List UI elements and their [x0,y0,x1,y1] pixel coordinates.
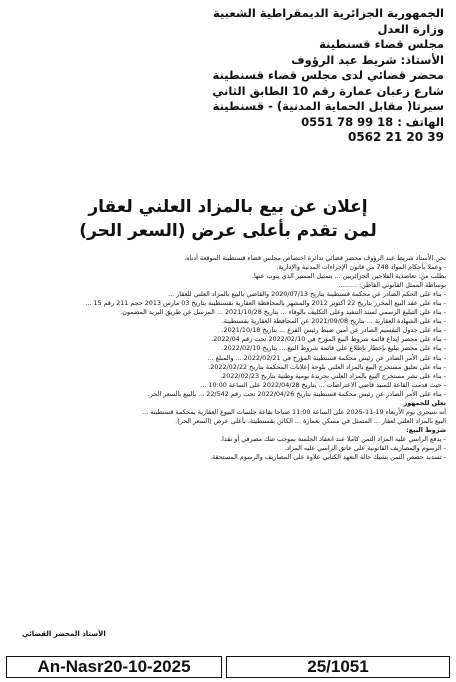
bailiff-header [144,6,444,146]
phone-number-1: 0551 78 99 18 [301,114,394,129]
body-paragraph: - حيث قدمت القاعة للسيد قاضي الاعتراضات ... بتاريخ 2022/04/28 على الساعة 10:00 ... [200,380,446,389]
notice-title [0,195,456,243]
body-paragraph: أنه سيجري يوم الأربعاء 19-11-2025 على الساعة 11:00 صباحا بقاعة جلسات البيوع العقارية بمحكمة قسنطينة ... [142,407,446,416]
body-paragraph: - بناء على جدول التقسيم الصادر عن أمين ضبط رئيس الفرع ... بتاريخ 2021/10/18. [221,326,446,335]
publication-stamp: An-Nasr20-10-2025 [6,656,222,678]
body-paragraph: - بناء على عقد البيع المحرر بتاريخ 22 أكتوبر 2012 والمشهر بالمحافظة العقارية بقسنطينة بتاريخ 03 مارس 2013 حجم 211 رقم 15 ... [85,299,446,308]
header-line-bailiff-title: محضر قضائي لدى مجلس قضاء قسنطينة [212,68,444,82]
title-line-2: لمن تقدم بأعلى عرض (السعر الحر) [79,221,377,241]
body-paragraph: شروط البيع: [406,425,446,434]
notice-body [10,254,446,462]
body-paragraph: بطلب من: تعاضدية الفلاحين الجزائريين ... بتمثيل المسير الذي ينوب عنها. [251,272,446,281]
bailiff-signature: الأستاذ المحضر القضائي [22,630,106,638]
header-line-city: سيرتا( مقابل الحماية المدنية) - قسنطينة [212,99,444,113]
header-line-address: شارع زعبان عمارة رقم 10 الطابق الثاني [212,83,444,98]
body-paragraph: - بناء على الشهادة العقارية ... بتاريخ 2021/09/08 عن المحافظة العقارية بقسنطينة. [221,317,446,326]
header-line-bailiff-name: الأستاذ: شريط عبد الرؤوف [291,52,444,67]
body-paragraph: - بناء على الأمر الصادر عن رئيس محكمة قسنطينة المؤرخ في 2022/02/21 ... والمبلغ ... [207,353,446,362]
header-line-republic: الجمهورية الجزائرية الديمقراطية الشعبية [212,6,444,20]
body-paragraph: - بناء على الأمر الصادر عن رئيس محكمة قسنطينة بتاريخ 2022/04/26 تحت رقم 22/542 ... بالبيع بالسعر الحر. [147,389,446,398]
body-paragraph: - بناء على محضر تبليغ بإخطار بإطلاع على قائمة شروط البيع ... بتاريخ 2022/02/10. [221,344,446,353]
header-line-court: مجلس قضاء قسنطينة [319,37,444,51]
body-paragraph: - بناء على الحكم الصادر عن محكمة قسنطينة بتاريخ 2020/07/13 والقاضي بالبيع بالمزاد العلني للعقار ... [168,290,446,299]
title-line-1: إعلان عن بيع بالمزاد العلني لعقار [88,197,368,217]
phone-number-2: 0562 21 20 39 [347,130,444,144]
body-paragraph: بوساطة الممثل القانوني القاطن: ......... [338,281,446,290]
header-line-ministry: وزارة العدل [377,21,444,36]
header-phone-row [144,115,444,131]
body-paragraph: - بناء على محضر إيداع قائمة شروط البيع المؤرخ في 2022/02/10 تحت رقم 2022/04. [211,335,446,344]
body-paragraph: نحن الأستاذ شريط عبد الرؤوف محضر قضائي بدائرة اختصاص مجلس قضاء قسنطينة الموقعة أدناه، [184,254,446,262]
body-paragraph: - الرسوم والمصاريف القانونية على عاتق الراسي عليه المزاد. [284,443,446,452]
body-paragraph: - يدفع الراسي عليه المزاد الثمن كاملا عند انعقاد الجلسة بموجب صك مصرفي أو نقدا. [220,434,446,443]
notice-reference: 25/1051 [226,656,450,678]
body-paragraph: - بناء على التبليغ الرسمي لسند التنفيذ وعلى التكليف بالوفاء ... بتاريخ 2021/10/28 ... المرسل عن طريق البريد المضمون. [120,308,446,317]
body-paragraph: - وعملا بأحكام المواد 748 من قانون الإجراءات المدنية والإدارية. [276,263,446,272]
body-paragraph: - بناء على نشر مستخرج البيع بالمزاد العلني بجريدة يومية وطنية بتاريخ 2022/02/23. [220,371,446,380]
body-paragraph: - بناء على تعليق مستخرج البيع بالمزاد العلني بلوحة إعلانات المحكمة بتاريخ 2022/02/22. [208,362,446,371]
phone-label: الهاتف : [397,114,444,129]
body-paragraph: نعلن للجمهور [403,398,446,407]
body-paragraph: البيع بالمزاد العلني لعقار ... المتمثل في مسكن بعمارة ... الكائن بقسنطينة، بأعلى عرض (السعر الحر). [175,416,446,425]
body-paragraph: - تسديد حصص الثمن بشيك حالة التعهد الكتابي علاوة على المصاريف والرسوم المستحقة. [209,453,446,462]
